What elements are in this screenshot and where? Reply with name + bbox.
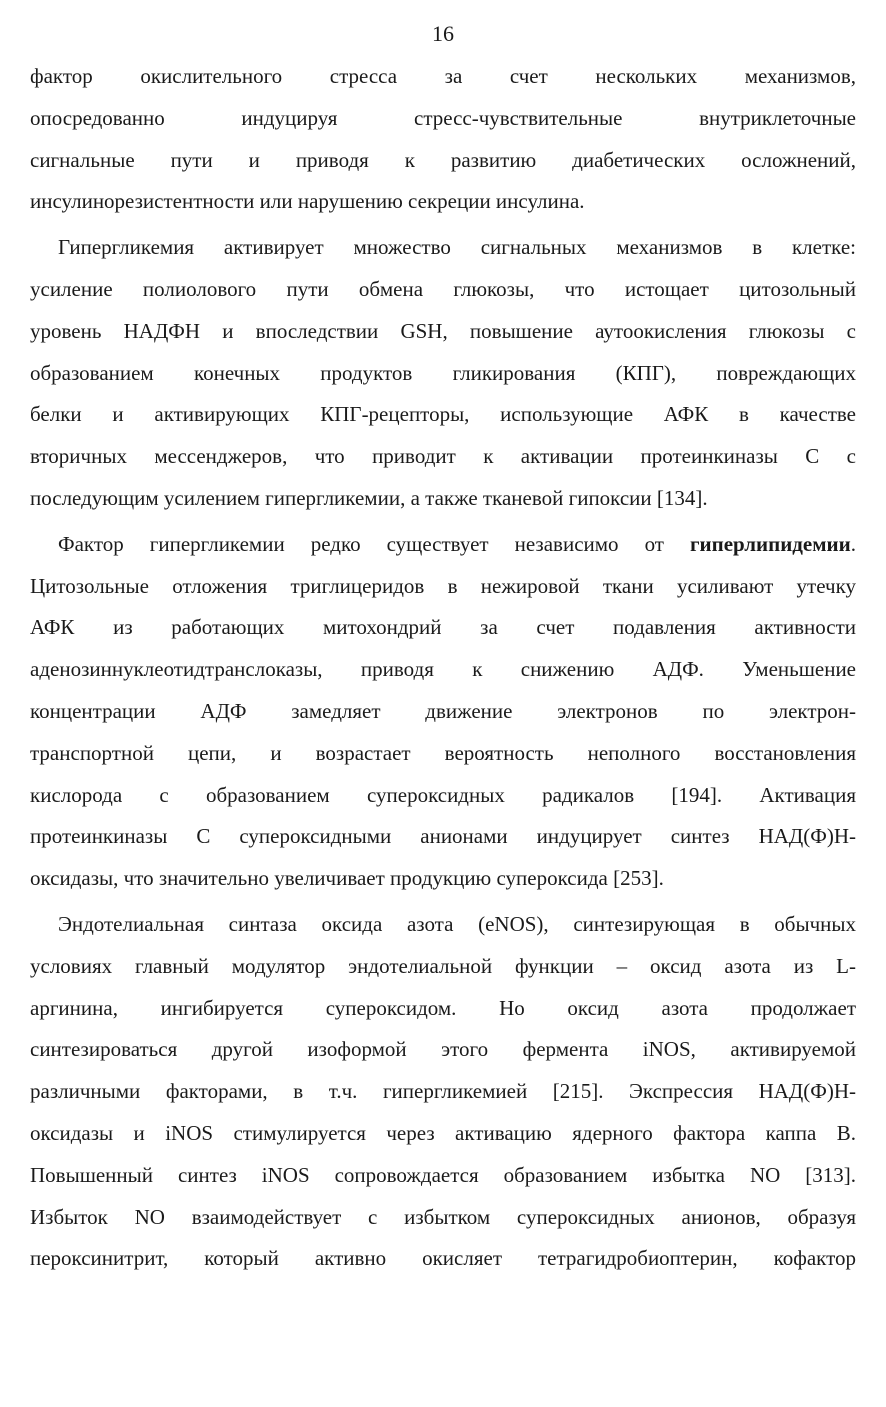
text-line: оксидазы, что значительно увеличивает продукцию супероксида [253]. [30, 866, 664, 891]
paragraph-3 [30, 524, 856, 900]
bold-term: гиперлипидемии [690, 531, 851, 556]
text-line: концентрации АДФ замедляет движение электронов по электрон- [30, 698, 856, 723]
paragraph-2 [30, 227, 856, 520]
text-line: последующим усилением гипергликемии, а также тканевой гипоксии [134]. [30, 485, 708, 510]
text-line: пероксинитрит, который активно окисляет тетрагидробиоптерин, кофактор [30, 1246, 856, 1271]
text-line: аденозиннуклеотидтранслоказы, приводя к снижению АДФ. Уменьшение [30, 657, 856, 682]
text-run: Фактор гипергликемии редко существует независимо от [58, 531, 690, 556]
text-line: усиление полиолового пути обмена глюкозы, что истощает цитозольный [30, 276, 856, 301]
text-line: кислорода с образованием супероксидных радикалов [194]. Активация [30, 782, 856, 807]
text-line: вторичных мессенджеров, что приводит к активации протеинкиназы С с [30, 444, 856, 469]
text-line: синтезироваться другой изоформой этого фермента iNOS, активируемой [30, 1037, 856, 1062]
text-line: белки и активирующих КПГ-рецепторы, использующие АФК в качестве [30, 402, 856, 427]
text-line: опосредованно индуцируя стресс-чувствительные внутриклеточные [30, 105, 856, 130]
text-line: условиях главный модулятор эндотелиальной функции – оксид азота из L- [30, 953, 856, 978]
page-number: 16 [432, 21, 454, 46]
text-line: аргинина, ингибируется супероксидом. Но оксид азота продолжает [30, 995, 856, 1020]
text-line: Избыток NO взаимодействует с избытком супероксидных анионов, образуя [30, 1204, 856, 1229]
text-line: протеинкиназы С супероксидными анионами индуцирует синтез НАД(Ф)Н- [30, 824, 856, 849]
text-line: фактор окислительного стресса за счет нескольких механизмов, [30, 64, 856, 88]
text-line: Гипергликемия активирует множество сигнальных механизмов в клетке: [58, 235, 856, 260]
paragraph-4 [30, 904, 856, 1280]
text-line [30, 524, 856, 566]
text-line: уровень НАДФН и впоследствии GSH, повышение аутоокисления глюкозы с [30, 318, 856, 343]
document-body [30, 56, 856, 1280]
paragraph-1 [30, 56, 856, 223]
text-line: инсулинорезистентности или нарушению секреции инсулина. [30, 189, 585, 214]
text-line: различными факторами, в т.ч. гипергликемией [215]. Экспрессия НАД(Ф)Н- [30, 1079, 856, 1104]
text-line: оксидазы и iNOS стимулируется через активацию ядерного фактора каппа В. [30, 1120, 856, 1145]
text-line: образованием конечных продуктов гликирования (КПГ), повреждающих [30, 360, 856, 385]
text-line: транспортной цепи, и возрастает вероятность неполного восстановления [30, 740, 856, 765]
text-line: Эндотелиальная синтаза оксида азота (eNOS), синтезирующая в обычных [58, 911, 856, 936]
text-line: Повышенный синтез iNOS сопровождается образованием избытка NO [313]. [30, 1162, 856, 1187]
text-line: Цитозольные отложения триглицеридов в нежировой ткани усиливают утечку [30, 573, 856, 598]
text-line: АФК из работающих митохондрий за счет подавления активности [30, 615, 856, 640]
text-line: сигнальные пути и приводя к развитию диабетических осложнений, [30, 147, 856, 172]
text-run: . [850, 531, 856, 556]
